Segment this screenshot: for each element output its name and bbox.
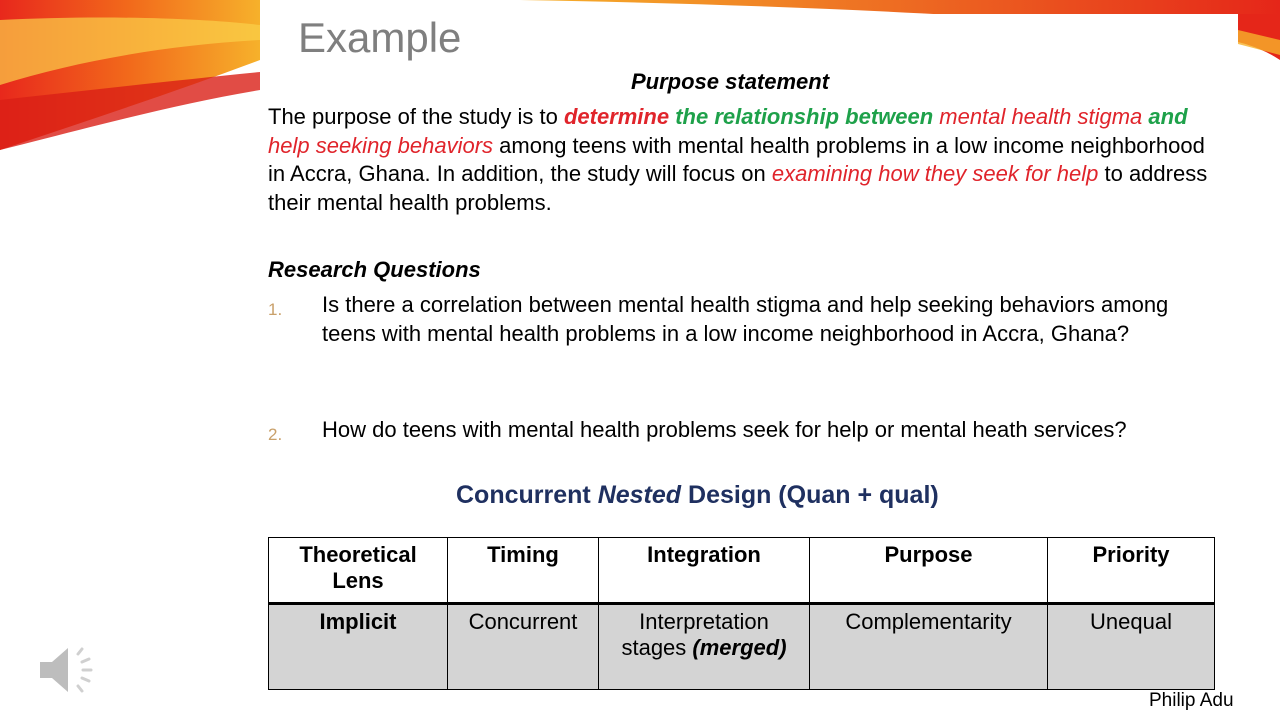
header-cell: Integration [599,538,810,604]
question-number: 1. [268,300,283,319]
purpose-heading: Purpose statement [631,69,830,94]
header-cell: Timing [448,538,599,604]
table-cell: Unequal [1048,604,1215,690]
speaker-icon[interactable] [36,640,102,700]
table-cell: Implicit [269,604,448,690]
question-text: How do teens with mental health problems seek for help or mental heath services? [322,417,1127,442]
header-cell: Purpose [810,538,1048,604]
table-cell: Concurrent [448,604,599,690]
slide-title: Example [298,14,462,61]
author-credit: Philip Adu [1149,690,1234,711]
table-cell: Interpretation stages (merged) [599,604,810,690]
purpose-statement: The purpose of the study is to determine the relationship between mental health stigma and help seeking behaviors among teens with mental health problems in a low income neighborhood in Accra, Ghana. In addition, the study will focus on examining how they seek for help to address their mental health problems. [268,104,1208,216]
question-text: Is there a correlation between mental health stigma and help seeking behaviors among teens with mental health problems in a low income neighborhood in Accra, Ghana? [322,292,1169,346]
design-title: Concurrent Nested Design (Quan + qual) [456,481,939,509]
header-cell: Theoretical Lens [269,538,448,604]
table-row [269,604,1215,690]
table-cell: Complementarity [810,604,1048,690]
research-questions-heading: Research Questions [268,257,481,282]
table-header-row [269,538,1215,604]
design-table [268,537,1215,690]
header-cell: Priority [1048,538,1215,604]
question-number: 2. [268,425,283,444]
